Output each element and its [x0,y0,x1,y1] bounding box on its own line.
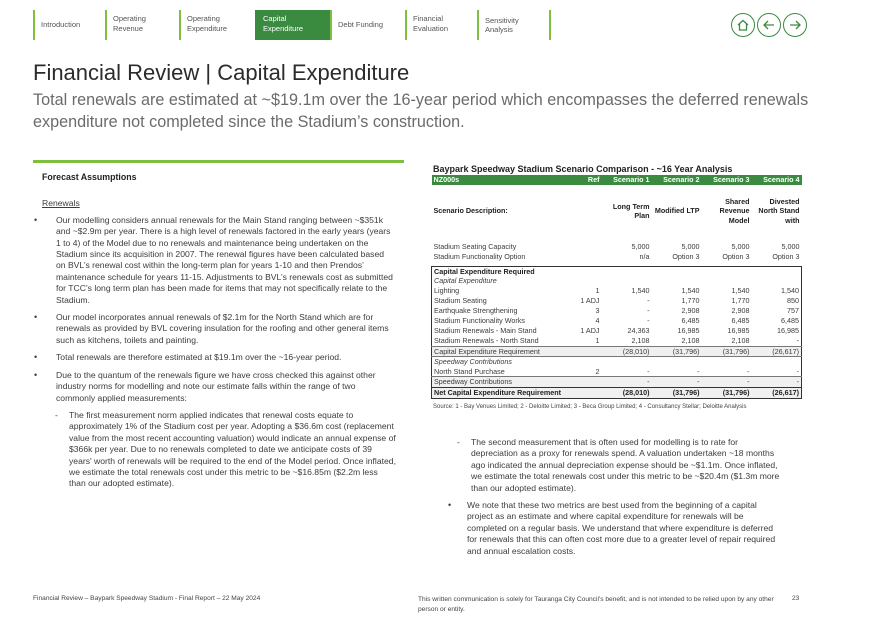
table-row [432,316,802,326]
list-item [33,215,398,306]
ref-cell: 4 [595,316,600,326]
nav-tab-label: Debt Funding [338,20,384,30]
table-row [432,367,802,377]
row-label: Stadium Functionality Works [432,316,564,326]
table-source-note: Source: 1 - Bay Venues Limited; 2 - Deloitte Limited; 3 - Beca Group Limited; 4 - Consultancy Stellar; Deloitte Analysis [433,404,747,410]
column-header: Ref [564,175,602,185]
list-item [33,352,398,363]
nav-tab-label: Evaluation [413,23,449,33]
table-cell: 850 [752,296,802,306]
table-cell: Shared Revenue Model [719,196,750,225]
table-cell: - [702,367,752,377]
table-row [432,326,802,336]
table-row [432,286,802,296]
table-cell: Modified LTP [654,206,700,216]
table-cell: 2,908 [731,306,750,316]
nav-tab-financial-evaluation[interactable] [405,10,477,40]
bullet-icon: • [34,369,38,380]
table-row [432,336,802,346]
ref-cell: 3 [595,306,600,316]
column-header: Scenario 2 [652,175,702,185]
table-cell: 2,108 [602,336,652,346]
nav-tab-capital-expenditure[interactable] [255,10,330,40]
nav-tab-label: Sensitivity Analysis [485,15,519,34]
row-label: Earthquake Strengthening [432,306,564,316]
nav-tab-label: Operating [113,14,146,23]
footer-document-title: Financial Review – Baypark Speedway Stadium - Final Report – 22 May 2024 [33,595,261,602]
home-icon[interactable] [731,13,755,37]
nav-tab-operating-expenditure[interactable] [179,10,255,40]
table-header-row [432,175,802,185]
list-item-text: Our model incorporates annual renewals of $2.1m for the North Stand which are for renewals as provided by BVL covering insulation for the roofing and other general items such as kitchens, toilets and painting. [56,312,389,345]
table-cell: Option 3 [772,252,800,262]
ref-cell: 1 ADJ [580,326,600,336]
table-cell: 16,985 [677,326,700,336]
row-label: Capital Expenditure Requirement [432,346,564,357]
row-label: Stadium Renewals - North Stand [432,336,564,346]
table-cell: 1,540 [681,286,700,296]
bullet-icon: • [448,500,452,511]
nav-tab-label: Expenditure [187,23,228,33]
table-cell: (28,010) [602,388,652,399]
table-row [432,252,802,262]
ref-cell: 1 [595,286,600,296]
table-cell: Divested North Stand with [758,196,800,225]
list-item-text: Total renewals are therefore estimated at $19.1m over the ~16-year period. [56,352,342,363]
list-item-text: We note that these two metrics are best used from the beginning of a capital project as an estimate and where capital expenditure for renewals will be completed on a regular basis. We understand that where expenditure is deferred for renewals that this can often cost more due to a greater level of repair required and annual escalation costs. [467,500,776,556]
section-divider [33,160,404,163]
table-cell: - [652,377,702,388]
table-cell: 24,363 [627,326,650,336]
table-cell: 6,485 [752,316,802,326]
footer-disclaimer: This written communication is solely for Tauranga City Council’s benefit, and is not intended to be relied upon by any other person or entity. [418,596,774,613]
right-column-text [448,437,788,563]
table-cell: (31,796) [702,388,752,399]
table-cell: 5,000 [781,242,800,252]
table-subsection-header [432,357,802,367]
column-header: Scenario 3 [702,175,752,185]
column-header: Scenario 1 [602,175,652,185]
row-label: Capital Expenditure Required [432,266,564,276]
table-cell: - [752,377,802,388]
nav-tab-operating-revenue[interactable] [105,10,179,40]
section-heading: Forecast Assumptions [42,172,137,182]
forecast-assumptions-section [33,172,398,490]
list-item [448,500,788,557]
table-cell: 6,485 [731,316,750,326]
table-title: Baypark Speedway Stadium Scenario Comparison - ~16 Year Analysis [433,164,733,174]
table-cell: Long Term Plan [612,201,650,220]
arrow-right-icon[interactable] [783,13,807,37]
list-item [33,370,398,404]
table-row [432,296,802,306]
row-label: Net Capital Expenditure Requirement [432,388,564,399]
table-cell: (31,796) [652,388,702,399]
table-cell: (31,796) [652,346,702,357]
nav-tab-introduction[interactable] [33,10,105,40]
table-cell: Option 3 [672,252,700,262]
renewals-subheading: Renewals [42,198,80,209]
column-header: NZ000s [432,175,564,185]
table-cell: - [752,367,802,377]
nav-icon-group [731,13,807,37]
table-cell: 16,985 [727,326,750,336]
list-item-text: Our modelling considers annual renewals for the Main Stand ranging between ~$351k and ~$2.9m per year. There is a high level of renewals factored in the early years (years 1 to 4) of the Model due to no renewals and maintenance being undertaken on the Stadium since its acquisition in 2007. The renewal figures have been calculated based on BVL’s renewal cost within the long-term plan for years 1-10 and then Prendos’ maintenance schedule for years 11-15. Adjustments to BVL’s renewals cost as submitted for TCC’s long term plan has been made for items that may not specifically relate to the Stadium. [56,214,393,305]
arrow-left-icon[interactable] [757,13,781,37]
table-cell: - [647,296,650,306]
sub-list-item-text: The first measurement norm applied indicates that renewal costs equate to approximately 1% of the Stadium cost per year. Adopting a $36.6m cost (replacement value from the most recent accounting valuation) would indicate an annual expense of $366k per year. Due to no renewals completed to date we anticipate costs of 39 years' worth of renewals will be required to the end of the Model period. Once inflated, we estimate the total renewals cost under this metric to be ~$16.85m ($2.2m less than our adopted estimate). [69,409,396,489]
row-label: Lighting [432,286,564,296]
table-cell: 5,000 [681,242,700,252]
row-label: Speedway Contributions [432,357,564,367]
sub-list-item [457,437,788,494]
bullet-icon: • [34,214,38,225]
table-cell: 2,108 [702,336,752,346]
table-cell: Option 3 [722,252,750,262]
table-cell: 1,770 [681,296,700,306]
sub-list-item-text: The second measurement that is often used for modelling is to rate for depreciation as a proxy for renewals spend. A valuation undertaken ~18 months ago indicated the annual depreciation expense should be ~$1.1m. Once inflated, we estimate the total renewals cost under this metric to be ~$20.4m ($1.3m more than our adopted estimate). [471,437,780,493]
top-navigation [33,10,551,40]
scenario-description-row [432,185,802,237]
table-cell: - [602,367,652,377]
table-cell: - [702,377,752,388]
row-label: Stadium Renewals - Main Stand [432,326,564,336]
sub-list-item [55,410,398,490]
row-label: Stadium Seating [432,296,564,306]
nav-tab-label: Operating [187,14,220,23]
table-cell: 6,485 [681,316,700,326]
table-cell: 5,000 [631,242,650,252]
table-cell: - [647,316,650,326]
table-row [432,242,802,252]
table-cell: - [602,377,652,388]
row-label: Scenario Description: [433,206,508,216]
bullet-icon: • [34,312,38,323]
table-section-header [432,266,802,276]
nav-tab-label: Revenue [113,23,144,33]
list-item [33,312,398,346]
table-cell: n/a [639,252,650,262]
net-total-row [432,388,802,399]
table-row [432,306,802,316]
table-cell: 757 [752,306,802,316]
page-number: 23 [792,595,800,602]
dash-icon: - [457,437,460,447]
table-cell: 16,985 [752,326,802,336]
nav-tab-label: Capital [263,14,287,23]
nav-tab-label: Expenditure [263,23,304,33]
page-subtitle: Total renewals are estimated at ~$19.1m over the 16-year period which encompasses the deferred renewals expenditure not completed since the Stadium’s construction. [33,91,809,131]
row-label: Speedway Contributions [432,377,564,388]
table-cell: (31,796) [702,346,752,357]
table-cell: - [752,336,802,346]
ref-cell: 2 [564,367,602,377]
bullet-icon: • [34,352,38,363]
table-cell: (28,010) [602,346,652,357]
row-label: Capital Expenditure [432,276,564,286]
table-cell: 2,908 [681,306,700,316]
nav-tab-label: Introduction [41,20,81,30]
table-cell: 1,770 [731,296,750,306]
ref-cell: 1 [564,336,602,346]
table-cell: (26,617) [752,388,802,399]
table-cell: 1,540 [631,286,650,296]
table-cell: - [652,367,702,377]
nav-tab-label: Financial [413,14,444,23]
table-cell: 1,540 [731,286,750,296]
nav-tab-sensitivity-analysis[interactable] [477,10,551,40]
scenario-comparison-table [431,175,802,399]
column-header: Scenario 4 [752,175,802,185]
subtotal-row [432,346,802,357]
list-item-text: Due to the quantum of the renewals figure we have cross checked this against other industry norms for modelling and note our estimate falls within the range of two commonly applied measurements: [56,369,376,403]
ref-cell: 1 ADJ [580,296,600,306]
table-cell: 1,540 [752,286,802,296]
table-subsection-header [432,276,802,286]
table-cell: 2,108 [652,336,702,346]
table-cell: 5,000 [731,242,750,252]
dash-icon: - [55,409,58,420]
subtotal-row [432,377,802,388]
page-title: Financial Review | Capital Expenditure [33,60,410,85]
table-cell: - [647,306,650,316]
row-label: Stadium Functionality Option [433,252,526,262]
nav-tab-debt-funding[interactable] [330,10,405,40]
row-label: Stadium Seating Capacity [433,242,517,252]
table-cell: (26,617) [752,346,802,357]
row-label: North Stand Purchase [432,367,564,377]
